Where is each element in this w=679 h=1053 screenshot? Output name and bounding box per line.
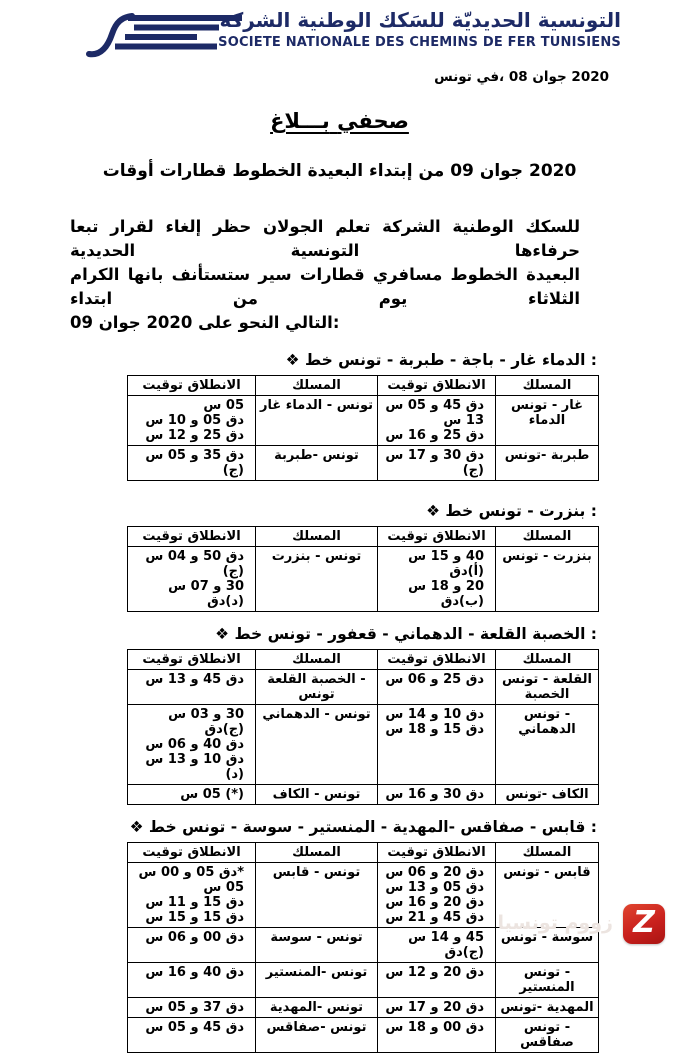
times-cell: س 04 و 50 دق (ج) س 07 و 30 (د)دق [128,547,256,612]
col-header-route: المسلك [496,376,599,396]
route-cell: -صفاقس تونس [256,1018,378,1053]
table-row [128,547,599,612]
route-cell: -المهدية تونس [256,998,378,1018]
times-cell: س 05 و 45 دق س 13 س 16 و 25 دق [378,396,496,446]
times-cell: س 00 و 05 *دق س 05 س 11 و 15 دق س 15 و 15 دق [128,863,256,928]
times-cell: س 14 و 10 دق س 18 و 15 دق [378,705,496,785]
route-cell: الدهماني - تونس [256,705,378,785]
watermark-letter: Z [633,905,655,940]
press-release-title: بـــلاغ صحفي [270,109,409,133]
col-header-route: المسلك [256,843,378,863]
route-cell: تونس - غار الدماء [496,396,599,446]
intro-paragraph [70,215,580,335]
col-header-route: المسلك [496,843,599,863]
route-cell: تونس - سوسة [496,928,599,963]
table-row [128,396,599,446]
col-header-departure-time: توقيت الانطلاق [378,527,496,547]
times-cell: س 17 و 20 دق [378,998,496,1018]
times-cell: س 03 و 30 (ج)دق س 06 و 40 دق س 13 و 10 دق (د) [128,705,256,785]
times-cell: س 16 و 40 دق [128,963,256,998]
route-cell: غار الدماء - تونس [256,396,378,446]
route-cell: تونس - قابس [496,863,599,928]
route-cell: -طبربة تونس [256,446,378,481]
table-header-row [128,376,599,396]
table-row [128,785,599,805]
schedule-subtitle: أوقات قطارات الخطوط البعيدة إبتداء من 09 جوان 2020 [102,161,577,181]
times-cell: س 05 س 10 و 05 دق س 12 و 25 دق [128,396,256,446]
company-name-arabic: الشركة الوطنية للسَكك الحديديّة التونسية [219,8,621,32]
times-cell: س 14 و 45 (ج)دق [378,928,496,963]
table-row [128,705,599,785]
route-cell: تونس - الدهماني [496,705,599,785]
col-header-departure-time: توقيت الانطلاق [128,376,256,396]
times-cell: س 18 و 00 دق [378,1018,496,1053]
route-cell: تونس - القلعة الخصبة [496,670,599,705]
table-row [128,1018,599,1053]
col-header-route: المسلك [256,527,378,547]
times-cell: س 06 و 25 دق [378,670,496,705]
col-header-departure-time: توقيت الانطلاق [128,843,256,863]
route-cell: -تونس طبربة [496,446,599,481]
times-cell: س 16 و 30 دق [378,785,496,805]
route-cell: تونس - المنستير [496,963,599,998]
route-cell: -تونس المهدية [496,998,599,1018]
document-header [0,0,679,62]
intro-paragraph-line-2: الكرام بانها ستستأنف سير قطارات مسافري الخطوط البعيدة ابتداء من يوم الثلاثاء [70,265,581,308]
times-cell: س 15 و 40 (أ)دق س 18 و 20 (ب)دق [378,547,496,612]
times-cell: س 05 (*) [128,785,256,805]
table-row [128,670,599,705]
section-heading-tebourba-line: ❖ خط تونس - طبربة - باجة - غار الدماء : [285,351,597,369]
route-cell: القلعة الخصبة - تونس [256,670,378,705]
table-header-row [128,650,599,670]
table-row [128,446,599,481]
table-header-row [128,527,599,547]
route-cell: -المنستير تونس [256,963,378,998]
watermark-site-name: زووم تونسيا [497,912,613,934]
table-row [128,963,599,998]
col-header-route: المسلك [496,527,599,547]
route-cell: قابس - تونس [256,863,378,928]
times-cell: س 13 و 45 دق [128,670,256,705]
times-cell: س 06 و 00 دق [128,928,256,963]
timetable-tebourba-line [127,375,599,481]
section-heading-bizerte-line: ❖ خط تونس - بنزرت : [426,502,597,520]
col-header-departure-time: توقيت الانطلاق [378,376,496,396]
table-header-row [128,843,599,863]
route-cell: تونس - صفاقس [496,1018,599,1053]
times-cell: س 12 و 20 دق [378,963,496,998]
col-header-departure-time: توقيت الانطلاق [128,650,256,670]
company-names [218,6,621,51]
route-cell: -تونس الكاف [496,785,599,805]
col-header-route: المسلك [256,650,378,670]
route-cell: سوسة - تونس [256,928,378,963]
times-cell: س 05 و 37 دق [128,998,256,1018]
route-cell: الكاف - تونس [256,785,378,805]
section-heading-sahel-sfax-gabes-line: ❖ خط تونس - سوسة - المنستير - -المهدية صفاقس - قابس : [129,818,597,836]
route-cell: تونس - بنزرت [496,547,599,612]
col-header-route: المسلك [496,650,599,670]
intro-paragraph-line-3: 09 جوان 2020 على النحو :التالي [70,313,340,332]
col-header-departure-time: توقيت الانطلاق [128,527,256,547]
timetable-sahel-sfax-gabes-line [127,842,599,1053]
intro-paragraph-line-1: تبعا لقرار إلغاء حظر الجولان تعلم الشركة الوطنية للسكك الحديدية التونسية حرفاءها [70,217,581,260]
section-heading-dahmani-line: ❖ خط تونس - قعفور - الدهماني - القلعة الخصبة : [215,625,597,643]
col-header-departure-time: توقيت الانطلاق [378,650,496,670]
date-line: تونس ،في 08 جوان 2020 [434,69,609,85]
table-row [128,998,599,1018]
times-cell: س 06 و 20 دق س 13 و 05 دق س 16 و 20 دق س 21 و 45 دق [378,863,496,928]
zoom-tunisia-z-icon [623,904,665,944]
times-cell: س 05 و 45 دق [128,1018,256,1053]
timetable-bizerte-line [127,526,599,612]
col-header-departure-time: توقيت الانطلاق [378,843,496,863]
col-header-route: المسلك [256,376,378,396]
route-cell: بنزرت - تونس [256,547,378,612]
company-name-french: SOCIETE NATIONALE DES CHEMINS DE FER TUNISIENS [218,35,621,50]
times-cell: س 17 و 30 دق (ج) [378,446,496,481]
timetable-dahmani-line [127,649,599,805]
times-cell: س 05 و 35 دق (ج) [128,446,256,481]
